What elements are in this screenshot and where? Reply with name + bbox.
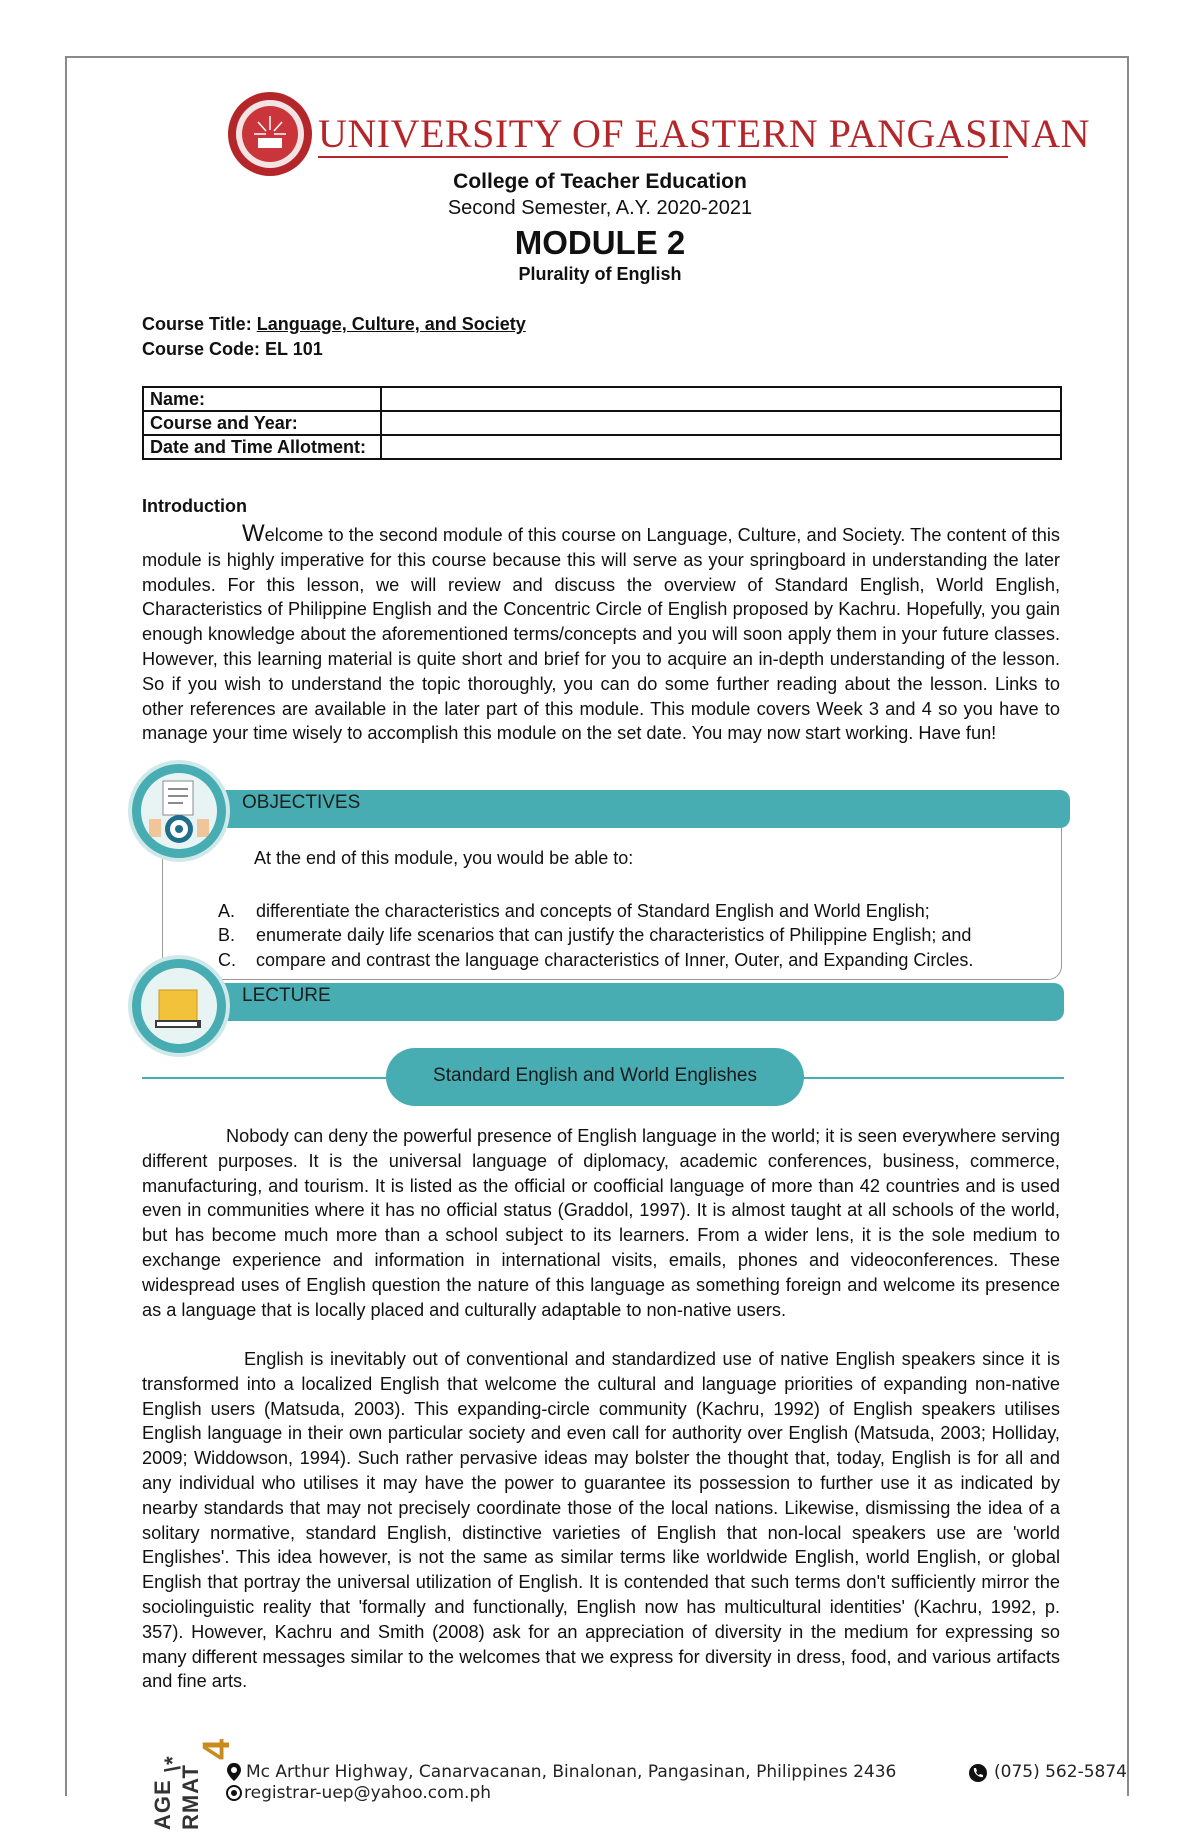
footer-side-mark: \* [160, 1755, 185, 1772]
university-seal-icon [226, 90, 314, 178]
name-label: Name: [143, 387, 381, 411]
date-time-field[interactable] [381, 435, 1061, 459]
footer-address: Mc Arthur Highway, Canarvacanan, Binalonan, Pangasinan, Philippines 2436 [246, 1762, 897, 1782]
name-field[interactable] [381, 387, 1061, 411]
college-name: College of Teacher Education [453, 170, 747, 193]
introduction-paragraph [142, 522, 1060, 746]
course-title-value: Language, Culture, and Society [256, 314, 526, 334]
lecture-label: LECTURE [242, 985, 331, 1006]
course-title [142, 314, 526, 335]
book-icon [141, 968, 217, 1044]
student-info-table [142, 386, 1062, 460]
objective-item: C. compare and contrast the language characteristics of Inner, Outer, and Expanding Circles. [218, 950, 974, 970]
lecture-paragraph-2 [142, 1347, 1060, 1694]
lecture-text-2: English is inevitably out of conventional and standardized use of native English speakers since it is transformed into a localized English that welcome the cultural and language priorities of expanding non-native English users (Matsuda, 2003). This expanding-circle community (Kachru, 1992) of English speakers utilises English language in their own particular society and even call for authority over English (Matsuda, 2003; Holliday, 2009; Widdowson, 1994). Such rather pervasive ideas may bolster the thought that, today, English is for all and any individual who utilises it may have the power to guarantee its possession to further use it as indicated by nearby standards that may not precisely coordinate those of the local nations. Likewise, dismissing the idea of a solitary normative, standard English, distinctive varieties of English that non-local speakers use are 'world Englishes'. This idea however, is not the same as similar terms like worldwide English, world English, or global English that portray the universal utilization of English. It is contended that such terms don't sufficiently mirror the sociolinguistic reality that 'formally and functionally, English now has multicultural identities' (Kachru, 1992, p. 357). However, Kachru and Smith (2008) ask for an appreciation of diversity in the medium for expressing so many different messages similar to the welcomes that we express for diversity in dress, food, and various artifacts and fine arts. [142, 1349, 1060, 1692]
module-title: MODULE 2 [514, 224, 686, 261]
intro-drop-letter: W [242, 520, 265, 547]
intro-text: elcome to the second module of this course on Language, Culture, and Society. The content of this module is highly imperative for this course because this will serve as your springboard in understanding the later modules. For this lesson, we will review and discuss the overview of Standard English, World English, Characteristics of Philippine English and the Concentric Circle of English proposed by Kachru. Hopefully, you gain enough knowledge about the aforementioned terms/concepts and you will soon apply them in your future classes. However, this learning material is quite short and brief for you to acquire an in-depth understanding of the lesson. So if you wish to understand the topic thoroughly, you can do some further reading about the lesson. Links to other references are available in the later part of this module. This module covers Week 3 and 4 so you have to manage your time wisely to accomplish this module on the set date. You may now start working. Have fun! [142, 525, 1060, 744]
table-row [143, 387, 1061, 411]
table-row [143, 435, 1061, 459]
date-time-label: Date and Time Allotment: [143, 435, 381, 459]
objectives-circle [128, 760, 230, 862]
university-name: UNIVERSITY OF EASTERN PANGASINAN [318, 111, 1090, 156]
university-underline [318, 156, 1008, 158]
course-title-label: Course Title: [142, 314, 257, 334]
footer-phone: (075) 562-5874 [994, 1762, 1127, 1782]
phone-icon [968, 1763, 988, 1783]
semester: Second Semester, A.Y. 2020-2021 [447, 197, 753, 219]
location-pin-icon [226, 1762, 242, 1782]
lecture-text-1: Nobody can deny the powerful presence of English language in the world; it is seen everywhere serving different purposes. It is the universal language of diplomacy, academic conferences, business, commerce, manufacturing, and tourism. It is listed as the official or coofficial language of more than 42 countries and is used even in communities where it has no official status (Graddol, 1997). It is almost taught at all schools of the world, but has become much more than a school subject to its learners. From a wider lens, it is the sole medium to exchange experience and information in international visits, emails, phones and videoconferences. These widespread uses of English question the nature of this language as something foreign and welcome its presence as a language that is locally placed and culturally adaptable to non-native users. [142, 1126, 1060, 1320]
topic-pill: Standard English and World Englishes [386, 1048, 804, 1106]
course-year-field[interactable] [381, 411, 1061, 435]
footer-side-page: AGE [150, 1779, 175, 1830]
course-year-label: Course and Year: [143, 411, 381, 435]
lecture-paragraph-1 [142, 1124, 1060, 1322]
table-row [143, 411, 1061, 435]
email-icon [226, 1785, 242, 1801]
objective-item: B. enumerate daily life scenarios that can justify the characteristics of Philippine English; and [218, 925, 972, 945]
module-subtitle: Plurality of English [518, 264, 682, 284]
objective-item: A. differentiate the characteristics and concepts of Standard English and World English; [218, 901, 930, 921]
target-clipboard-icon [141, 773, 217, 849]
introduction-heading: Introduction [142, 496, 247, 516]
footer-side-format: RMAT [178, 1764, 203, 1830]
footer-email[interactable]: registrar-uep@yahoo.com.ph [244, 1783, 492, 1803]
course-code: Course Code: EL 101 [142, 339, 323, 359]
objectives-label: OBJECTIVES [242, 792, 361, 813]
lecture-circle [128, 955, 230, 1057]
objectives-lead: At the end of this module, you would be able to: [254, 848, 634, 868]
footer-format-number: 4 [196, 1738, 238, 1760]
